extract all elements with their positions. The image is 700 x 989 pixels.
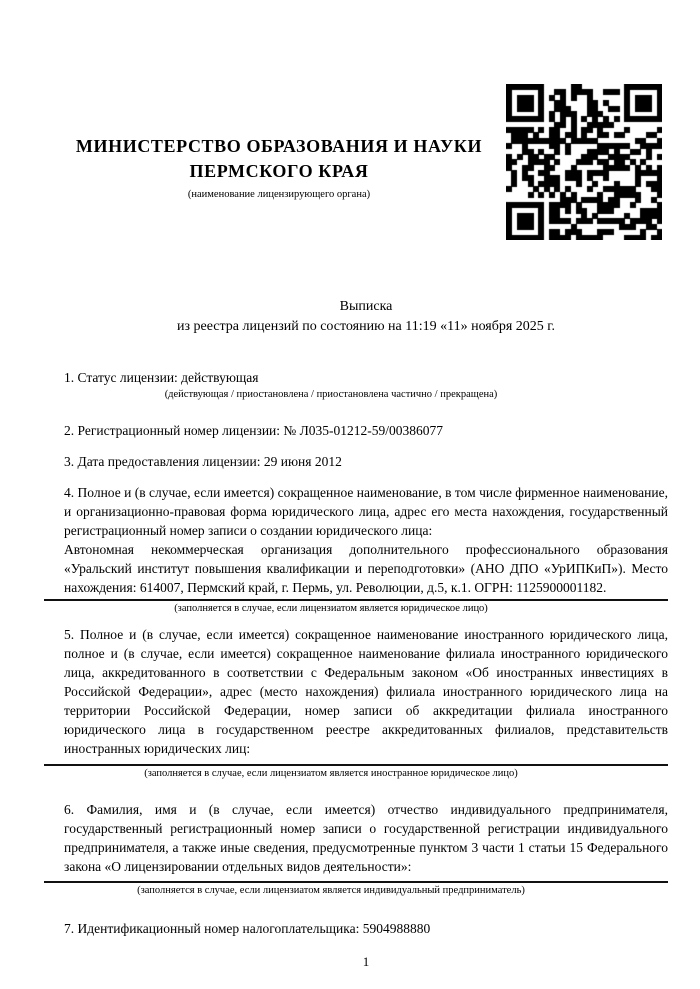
item-individual-entrepreneur bbox=[64, 800, 668, 897]
item-license-status bbox=[64, 368, 668, 401]
licensing-authority-header bbox=[64, 134, 494, 201]
ministry-name-line1: МИНИСТЕРСТВО ОБРАЗОВАНИЯ И НАУКИ bbox=[75, 136, 483, 156]
document-title: Выписка bbox=[339, 299, 393, 314]
item-foreign-entity bbox=[64, 625, 668, 780]
legal-entity-value: Автономная некоммерческая организация дополнительного профессионального образования «Уральский институт повышения квалификации и переподготовки» (АНО ДПО «УрИПКиП»). Место нахождения: 614007, Пермский край, г. Пермь, ул. Революции, д.5, к.1. ОГРН: 1125900001182. bbox=[64, 542, 668, 595]
document-subtitle: из реестра лицензий по состоянию на 11:19 «11» ноября 2025 г. bbox=[177, 319, 555, 334]
item-license-date: 3. Дата предоставления лицензии: 29 июня 2012 bbox=[64, 454, 342, 469]
entrepreneur-label: 6. Фамилия, имя и (в случае, если имеется) отчество индивидуального предпринимателя, государственный регистрационный номер записи о государственной регистрации индивидуального предпринимателя, а также иные сведения, предусмотренные пунктом 3 части 1 статьи 15 Федерального закона «О лицензировании отдельных видов деятельности»: bbox=[64, 802, 668, 874]
legal-entity-caption: (заполняется в случае, если лицензиатом является юридическое лицо) bbox=[174, 603, 488, 614]
fill-in-line-entrepreneur bbox=[44, 881, 668, 883]
item-registration-number: 2. Регистрационный номер лицензии: № Л035-01212-59/00386077 bbox=[64, 423, 444, 438]
license-status-caption: (действующая / приостановлена / приостановлена частично / прекращена) bbox=[164, 389, 498, 400]
foreign-entity-label: 5. Полное и (в случае, если имеется) сокращенное наименование иностранного юридического лица, полное и (в случае, если имеется) сокращенное наименование филиала иностранного юридического лица, аккредитованного в соответствии с Федеральным законом «Об иностранных инвестициях в Российской Федерации», адрес (место нахождения) филиала иностранного юридического лица на территории Российской Федерации, номер записи об аккредитации филиала иностранного юридического лица в государственном реестре аккредитованных филиалов, представительств иностранных юридических лиц: bbox=[64, 627, 668, 756]
ministry-caption: (наименование лицензирующего органа) bbox=[187, 189, 371, 200]
fill-in-line-foreign-entity bbox=[44, 764, 668, 766]
entrepreneur-caption: (заполняется в случае, если лицензиатом является индивидуальный предприниматель) bbox=[137, 885, 525, 896]
item-taxpayer-number: 7. Идентификационный номер налогоплательщика: 5904988880 bbox=[64, 921, 431, 936]
legal-entity-label: 4. Полное и (в случае, если имеется) сокращенное наименование, в том числе фирменное наименование, и организационно-правовая форма юридического лица, адрес его места нахождения, государственный регистрационный номер записи о создании юридического лица: bbox=[64, 485, 668, 538]
fill-in-line-legal-entity bbox=[44, 599, 668, 601]
page-number: 1 bbox=[362, 954, 370, 969]
license-status-text: 1. Статус лицензии: действующая bbox=[64, 370, 259, 385]
item-legal-entity bbox=[64, 483, 668, 615]
foreign-entity-caption: (заполняется в случае, если лицензиатом является иностранное юридическое лицо) bbox=[144, 768, 518, 779]
ministry-name-line2: ПЕРМСКОГО КРАЯ bbox=[189, 161, 369, 181]
qr-code-icon bbox=[506, 84, 662, 240]
document-title-block bbox=[64, 297, 668, 337]
